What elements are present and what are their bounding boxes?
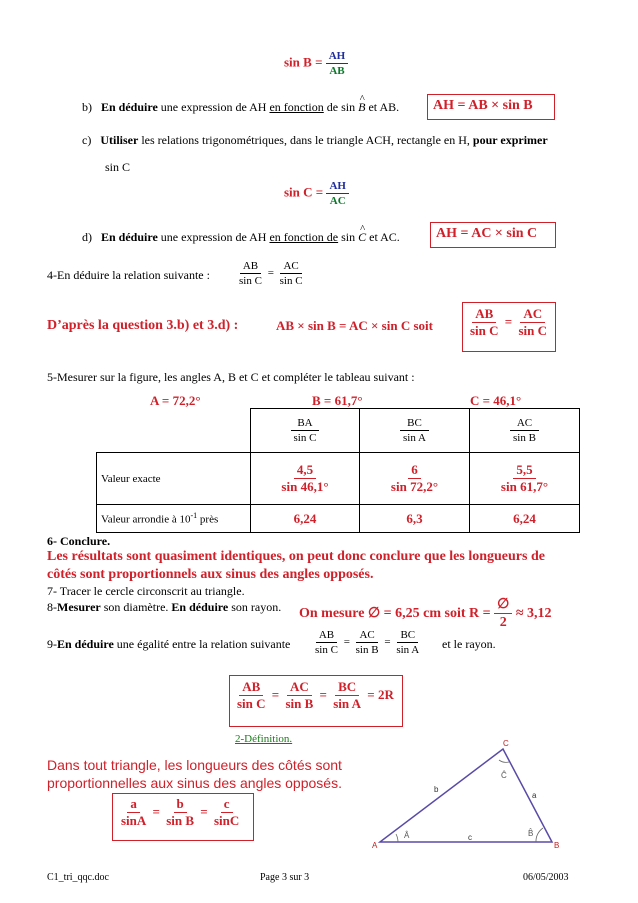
question-c-text: les relations trigonométriques, dans le triangle ACH, rectangle en H, [138, 133, 473, 147]
r1c1-den: sin 46,1° [281, 479, 329, 494]
a4-equals: = [504, 313, 513, 329]
a9-eq2: = [319, 686, 327, 702]
def-f3-den: sinC [213, 813, 240, 829]
th2-num: BC [407, 417, 422, 430]
answer-d: AH = AC × sin C [436, 226, 538, 241]
table-row1-cell1 [250, 453, 359, 505]
a9-f2-num: AC [287, 680, 312, 696]
a4-f2-num: AC [520, 307, 545, 323]
vertex-C: C [503, 739, 509, 748]
question-b-var: ^ B [358, 100, 365, 115]
q4-f2-den: sin C [279, 275, 303, 288]
vertex-B: B [554, 841, 560, 850]
question-9 [47, 637, 290, 652]
answer-8-approx: ≈ 3,12 [515, 606, 552, 622]
definition-formula [118, 797, 242, 829]
table-header-3 [469, 409, 579, 453]
footer-page: Page 3 sur 3 [260, 872, 310, 883]
question-b [82, 100, 399, 115]
q9-f3-den: sin A [396, 644, 420, 657]
def-f2-den: sin B [166, 813, 195, 829]
question-c-line2: sin C [105, 160, 131, 174]
a9-f3-num: BC [335, 680, 359, 696]
a9-f1-den: sin C [237, 696, 266, 712]
def-eq2: = [200, 803, 208, 819]
table-row2-label [97, 505, 251, 533]
angle-C-arc [499, 760, 509, 762]
def-eq1: = [152, 803, 160, 819]
question-4: 4-En déduire la relation suivante : [47, 268, 210, 282]
def-f1-den: sinA [121, 813, 147, 829]
q9-f1-num: AB [316, 629, 337, 643]
def-f2-num: b [174, 797, 187, 813]
question-d-text2: sin [338, 230, 359, 244]
question-5: 5-Mesurer sur la figure, les angles A, B et C et compléter le tableau suivant : [47, 370, 415, 384]
definition-line2: proportionnelles aux sinus des angles opposés. [47, 775, 342, 791]
angle-B: B = 61,7° [312, 393, 363, 408]
q4-equals: = [267, 267, 274, 280]
q4-f1-num: AB [240, 260, 261, 274]
row2-label-suffix: près [197, 513, 219, 526]
eq-sinC [284, 180, 349, 207]
q8-text2: son rayon. [228, 600, 282, 614]
sine-table [96, 408, 580, 533]
th1-den: sin C [291, 430, 320, 444]
angle-A: A = 72,2° [150, 393, 201, 408]
q9-f2-den: sin B [355, 644, 379, 657]
answer-8-frac-num: ∅ [494, 597, 512, 614]
question-c-verb: Utiliser [100, 133, 139, 147]
def-f1-num: a [127, 797, 140, 813]
side-b: b [434, 785, 439, 794]
question-c-verb2: pour exprimer [472, 133, 548, 147]
r1c1-num: 4,5 [294, 463, 316, 479]
table-row1-cell2 [359, 453, 469, 505]
question-d-text3: et AC. [366, 230, 400, 244]
eq-sinB-lhs: sin B = [284, 54, 323, 70]
table-header-1 [250, 409, 359, 453]
answer-6-line1: Les résultats sont quasiment identiques, on peut donc conclure que les longueurs de [47, 549, 545, 564]
question-b-verb: En déduire [101, 100, 158, 114]
question-d-label: d) [82, 230, 92, 244]
r1c2-num: 6 [408, 463, 421, 479]
q9-eq1: = [343, 636, 350, 649]
r1c3-num: 5,5 [513, 463, 535, 479]
angle-A-arc [396, 834, 398, 842]
question-d-text1: une expression de AH [157, 230, 270, 244]
q9-eq2: = [384, 636, 391, 649]
a9-end: = 2R [367, 686, 394, 702]
answer-4-mid: AB × sin B = AC × sin C soit [276, 318, 433, 333]
question-d [82, 230, 400, 245]
question-c-label: c) [82, 133, 92, 147]
angle-B-arc [536, 828, 543, 842]
question-b-text3: et AB. [365, 100, 400, 114]
table-row2-cell3: 6,24 [469, 505, 579, 533]
def-f3-num: c [221, 797, 233, 813]
answer-8 [299, 597, 552, 631]
eq-sinB-den: AB [329, 65, 345, 78]
angle-A-label: Â [404, 831, 410, 840]
question-c [82, 133, 548, 148]
answer-9 [234, 680, 394, 712]
angle-C: C = 46,1° [470, 393, 522, 408]
a4-f1-den: sin C [470, 323, 499, 339]
q4-f2-num: AC [280, 260, 301, 274]
answer-8-frac-den: 2 [499, 615, 507, 631]
row2-label-exp: -1 [190, 511, 198, 521]
q8-verb1: Mesurer [57, 600, 101, 614]
table-row1-cell3 [469, 453, 579, 505]
answer-8-text: On mesure ∅ = 6,25 cm soit R = [299, 606, 491, 622]
answer-b: AH = AB × sin B [433, 98, 533, 113]
q9-f2-num: AC [356, 629, 377, 643]
question-8 [47, 600, 281, 615]
a9-f1-num: AB [239, 680, 263, 696]
q8-verb2: En déduire [171, 600, 229, 614]
triangle-shape [380, 749, 552, 842]
q9-num: 9- [47, 637, 57, 651]
q9-text1: une égalité entre la relation suivante [113, 637, 291, 651]
table-corner [97, 409, 251, 453]
q4-f1-den: sin C [239, 275, 262, 288]
eq-sinC-den: AC [329, 195, 346, 208]
q9-verb: En déduire [57, 637, 114, 651]
question-d-underline: en fonction de [269, 230, 339, 244]
a9-eq1: = [271, 686, 280, 702]
eq-sinC-fraction [326, 180, 349, 207]
eq-sinC-num: AH [326, 180, 349, 194]
eq-sinC-lhs: sin C = [284, 184, 324, 200]
eq-sinB-fraction [326, 50, 349, 77]
q9-f3-num: BC [397, 629, 418, 643]
angle-B-label: B̂ [528, 829, 534, 838]
angle-C-label: Ĉ [501, 771, 507, 780]
th3-den: sin B [510, 430, 539, 444]
question-b-label: b) [82, 100, 92, 114]
r1c3-den: sin 61,7° [500, 479, 549, 494]
q9-f1-den: sin C [315, 644, 338, 657]
footer-filename: C1_tri_qqc.doc [47, 872, 109, 883]
side-a: a [532, 791, 537, 800]
question-9-relation [312, 629, 422, 656]
question-4-relation [236, 260, 306, 287]
definition-line1: Dans tout triangle, les longueurs des côtés sont [47, 757, 342, 773]
a9-f2-den: sin B [285, 696, 314, 712]
th1-num: BA [297, 417, 313, 430]
side-c: c [468, 833, 472, 842]
table-header-2 [359, 409, 469, 453]
question-d-var: ^ C [358, 230, 366, 245]
th3-num: AC [516, 417, 533, 430]
a4-f1-num: AB [472, 307, 496, 323]
answer-4-fraction [467, 307, 550, 339]
q8-num: 8- [47, 600, 57, 614]
question-b-text1: une expression de AH [157, 100, 270, 114]
question-d-verb: En déduire [101, 230, 158, 244]
triangle-figure [370, 738, 570, 850]
table-row2-cell2: 6,3 [359, 505, 469, 533]
table-row1-label: Valeur exacte [97, 453, 251, 505]
question-b-underline: en fonction [269, 100, 324, 114]
row2-label-text: Valeur arrondie à 10 [101, 513, 191, 526]
question-6-title: 6- Conclure. [47, 534, 111, 548]
answer-6-line2: côtés sont proportionnels aux sinus des angles opposés. [47, 567, 374, 582]
th2-den: sin A [400, 430, 429, 444]
table-row2-cell1: 6,24 [250, 505, 359, 533]
eq-sinB [284, 50, 348, 77]
question-9-end: et le rayon. [442, 637, 496, 651]
a4-f2-den: sin C [518, 323, 548, 339]
eq-sinB-num: AH [326, 50, 349, 64]
definition-link[interactable]: 2-Définition. [235, 733, 293, 745]
r1c2-den: sin 72,2° [390, 479, 439, 494]
a9-f3-den: sin A [333, 696, 362, 712]
question-b-text2: de sin [323, 100, 359, 114]
question-7: 7- Tracer le cercle circonscrit au triangle. [47, 584, 245, 598]
answer-4-intro: D’après la question 3.b) et 3.d) : [47, 318, 239, 333]
footer-date: 06/05/2003 [523, 872, 569, 883]
q8-text1: son diamètre. [100, 600, 172, 614]
vertex-A: A [372, 841, 378, 850]
